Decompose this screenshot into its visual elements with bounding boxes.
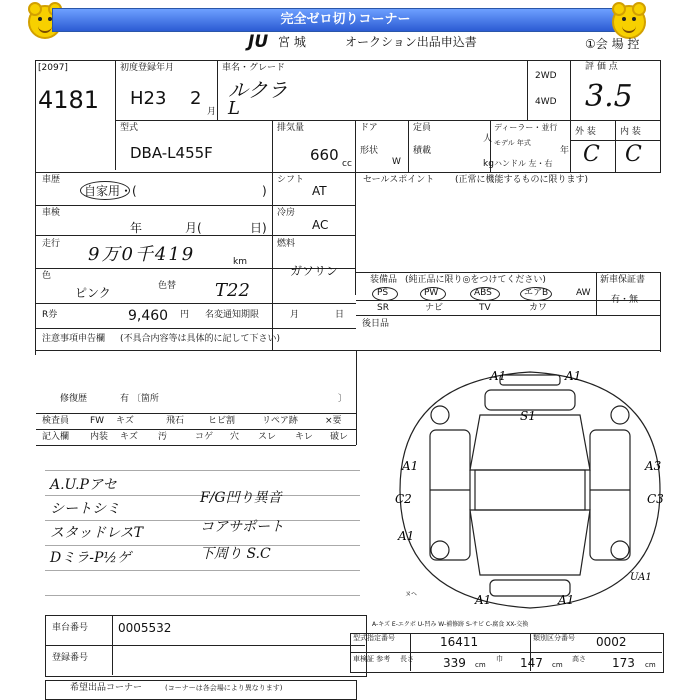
- equip-abs: ABS: [474, 288, 492, 298]
- registration-label: 初度登録年月: [120, 63, 175, 73]
- entry-cell-hole: 穴: [230, 432, 240, 442]
- paint-change-label: 色替: [158, 281, 177, 291]
- inspect-cell-crack: ヒビ割: [208, 416, 236, 426]
- caution-label: 注意事項申告欄: [42, 334, 106, 344]
- note-right-3: 下周り S.C: [200, 546, 271, 562]
- repair-history-label: 修復歴: [60, 394, 88, 404]
- repair-history-close: 〕: [338, 394, 348, 404]
- note-right-2: コアサポート: [200, 519, 284, 535]
- exterior-grade: C: [583, 142, 600, 167]
- equipment-label: 装備品: [370, 275, 398, 285]
- vehicle-grade: L: [228, 98, 240, 119]
- aircon-label: 冷房: [277, 208, 296, 218]
- length-value: 339: [443, 656, 466, 670]
- class-no-label: 類別区分番号: [533, 634, 575, 642]
- model-no-label: 型式指定番号: [353, 634, 395, 642]
- dealer-label: ディーラー・並行: [494, 123, 558, 132]
- inspect-cell-need: ×要: [325, 416, 342, 426]
- width-label: 巾: [496, 655, 503, 663]
- drive-2wd: 2WD: [535, 71, 557, 81]
- mark-a3-right-front: A3: [645, 459, 662, 473]
- mark-a1-rear-right: A1: [558, 593, 575, 607]
- inspection-month: 月(: [185, 221, 202, 235]
- branch-name: 宮 城: [278, 35, 306, 49]
- drive-4wd: 4WD: [535, 97, 557, 107]
- equip-airbag: エアB: [524, 288, 549, 298]
- mark-a1-front-left: A1: [490, 369, 507, 383]
- entry-cell-burn: コゲ: [195, 432, 214, 442]
- mark-ua1-right-rear: UA1: [630, 572, 652, 583]
- engine-label: 排気量: [277, 123, 305, 133]
- inspect-cell-chip: 飛石: [166, 416, 185, 426]
- shift-label: シフト: [277, 175, 305, 185]
- history-label: 車歴: [42, 175, 61, 185]
- after-parts-label: 後日品: [362, 319, 390, 329]
- mileage-value: 9万0千419: [88, 244, 196, 265]
- repair-notice-day: 日: [335, 310, 345, 320]
- height-value: 173: [612, 656, 635, 670]
- recycle-label: R券: [42, 310, 58, 320]
- dims-label: 車検証 参考: [353, 655, 391, 663]
- capacity-unit: 人: [483, 134, 493, 144]
- vehicle-name: ルクラ: [228, 78, 288, 102]
- color-label: 色: [42, 271, 52, 281]
- registration-number-label: 登録番号: [52, 653, 89, 663]
- vehicle-label: 車名・グレード: [222, 63, 286, 73]
- bear-mascot-icon: [612, 5, 646, 39]
- listing-code: [2097]: [38, 63, 68, 73]
- history-close: ): [262, 184, 267, 198]
- inspect-cell-scratch: キズ: [116, 416, 134, 426]
- venue-copy: ①会 場 控: [585, 37, 640, 51]
- load-label: 積載: [413, 146, 432, 156]
- grade-label: 評 価 点: [585, 62, 618, 72]
- desired-corner-note: (コーナーは各会場により異なります): [165, 684, 283, 692]
- entry-cell-tear: 破レ: [330, 432, 349, 442]
- shape-label: 形状: [360, 146, 379, 156]
- entry-cell-scratch: キズ: [120, 432, 138, 442]
- mark-c2-left: C2: [395, 492, 412, 506]
- recycle-value: 9,460: [128, 308, 169, 324]
- diagram-legend: A-キズ E-エクボ U-凹み W-補修跡 S-サビ C-腐食 XX-交換: [372, 621, 529, 628]
- height-unit: cm: [645, 661, 656, 669]
- month-unit: 月: [207, 107, 217, 117]
- frame-number: 0005532: [118, 621, 172, 635]
- car-damage-diagram: [390, 360, 680, 620]
- equipment-note: (純正品に限り◎をつけてください): [405, 275, 546, 285]
- warranty-value: 有・無: [611, 295, 639, 305]
- color-code: T22: [215, 280, 250, 301]
- grade-score: 3.5: [585, 79, 633, 114]
- inspection-label: 車検: [42, 208, 61, 218]
- shift-value: AT: [312, 184, 327, 198]
- length-unit: cm: [475, 661, 486, 669]
- engine-unit: cc: [342, 159, 352, 169]
- sales-point-label: セールスポイント: [363, 175, 435, 185]
- sales-point-note: (正常に機能するものに限ります): [455, 175, 589, 185]
- inspection-year: 年: [130, 221, 143, 235]
- note-left-2: シートシミ: [50, 501, 120, 517]
- history-options: 自家用・(: [84, 184, 137, 198]
- warranty-label: 新車保証書: [600, 275, 646, 285]
- mileage-unit: km: [233, 257, 247, 267]
- mark-s1-hood: S1: [520, 409, 536, 423]
- desired-corner-label: 希望出品コーナー: [70, 683, 143, 693]
- ju-logo: JU: [248, 32, 269, 52]
- registration-era: H23: [130, 88, 167, 109]
- diagram-small-note: ヌヘ: [405, 591, 418, 598]
- mark-a1-left-rear: A1: [398, 529, 415, 543]
- load-unit: kg: [483, 159, 494, 169]
- mileage-label: 走行: [42, 239, 61, 249]
- height-label: 高さ: [572, 655, 586, 663]
- exterior-label: 外 装: [575, 127, 596, 137]
- mark-a1-rear-left: A1: [475, 593, 492, 607]
- equip-aw: AW: [576, 288, 591, 298]
- color-value: ピンク: [75, 286, 111, 300]
- form-title: オークション出品申込書: [345, 35, 477, 49]
- equip-pw: PW: [424, 288, 439, 298]
- inspector-label: 検査員: [42, 416, 70, 426]
- caution-note: (不具合内容等は具体的に記して下さい): [120, 334, 281, 344]
- equip-tv: TV: [479, 303, 491, 313]
- year-unit: 年: [560, 146, 570, 156]
- model-label: 型式: [120, 123, 139, 133]
- engine-value: 660: [310, 146, 339, 164]
- inspect-cell-fw: FW: [90, 416, 105, 426]
- handle-label: ハンドル 左・右: [494, 159, 553, 168]
- entry-label: 記入欄: [42, 432, 70, 442]
- lot-number: 4181: [38, 86, 100, 114]
- aircon-value: AC: [312, 218, 329, 232]
- width-value: 147: [520, 656, 543, 670]
- capacity-label: 定員: [413, 123, 432, 133]
- class-no-value: 0002: [596, 635, 627, 649]
- mark-a1-left-front: A1: [402, 459, 419, 473]
- interior-grade: C: [625, 142, 642, 167]
- note-left-4: Dミラ-P½ゲ: [50, 550, 131, 566]
- note-left-3: スタッドレスT: [50, 525, 143, 541]
- entry-cell-cut: キレ: [295, 432, 313, 442]
- door-label: ドア: [360, 123, 378, 133]
- interior-label: 内 装: [620, 127, 641, 137]
- registration-month: 2: [190, 88, 202, 109]
- model-year-label: モデル 年式: [494, 139, 531, 147]
- entry-cell-scuff: スレ: [258, 432, 277, 442]
- equip-sr: SR: [377, 303, 389, 313]
- mark-c3-right: C3: [647, 492, 664, 506]
- equip-leather: カワ: [529, 303, 548, 313]
- equip-ps: PS: [377, 288, 389, 298]
- model-no-value: 16411: [440, 635, 479, 649]
- fuel-value: ガソリン: [290, 264, 339, 278]
- banner-title: 完全ゼロ切りコーナー: [52, 8, 639, 32]
- inspection-day: 日): [250, 221, 267, 235]
- shape-value: W: [392, 157, 401, 167]
- repair-notice-month: 月: [290, 310, 300, 320]
- width-unit: cm: [552, 661, 563, 669]
- frame-number-label: 車台番号: [52, 623, 89, 633]
- length-label: 長さ: [400, 655, 414, 663]
- mark-a1-front-right: A1: [565, 369, 582, 383]
- equip-navi: ナビ: [425, 303, 444, 313]
- entry-cell-dirt: 汚: [158, 432, 168, 442]
- repair-notice-label: 名変通知期限: [205, 310, 260, 320]
- note-right-1: F/G凹り異音: [200, 490, 282, 506]
- inspect-cell-repair: リペア跡: [262, 416, 298, 426]
- note-left-1: A.U.Pアセ: [50, 477, 117, 493]
- fuel-label: 燃料: [277, 239, 296, 249]
- repair-history-value: 有 〔箇所: [120, 394, 159, 404]
- model-value: DBA-L455F: [130, 144, 213, 162]
- entry-cell-interior: 内装: [90, 432, 109, 442]
- recycle-unit: 円: [180, 310, 190, 320]
